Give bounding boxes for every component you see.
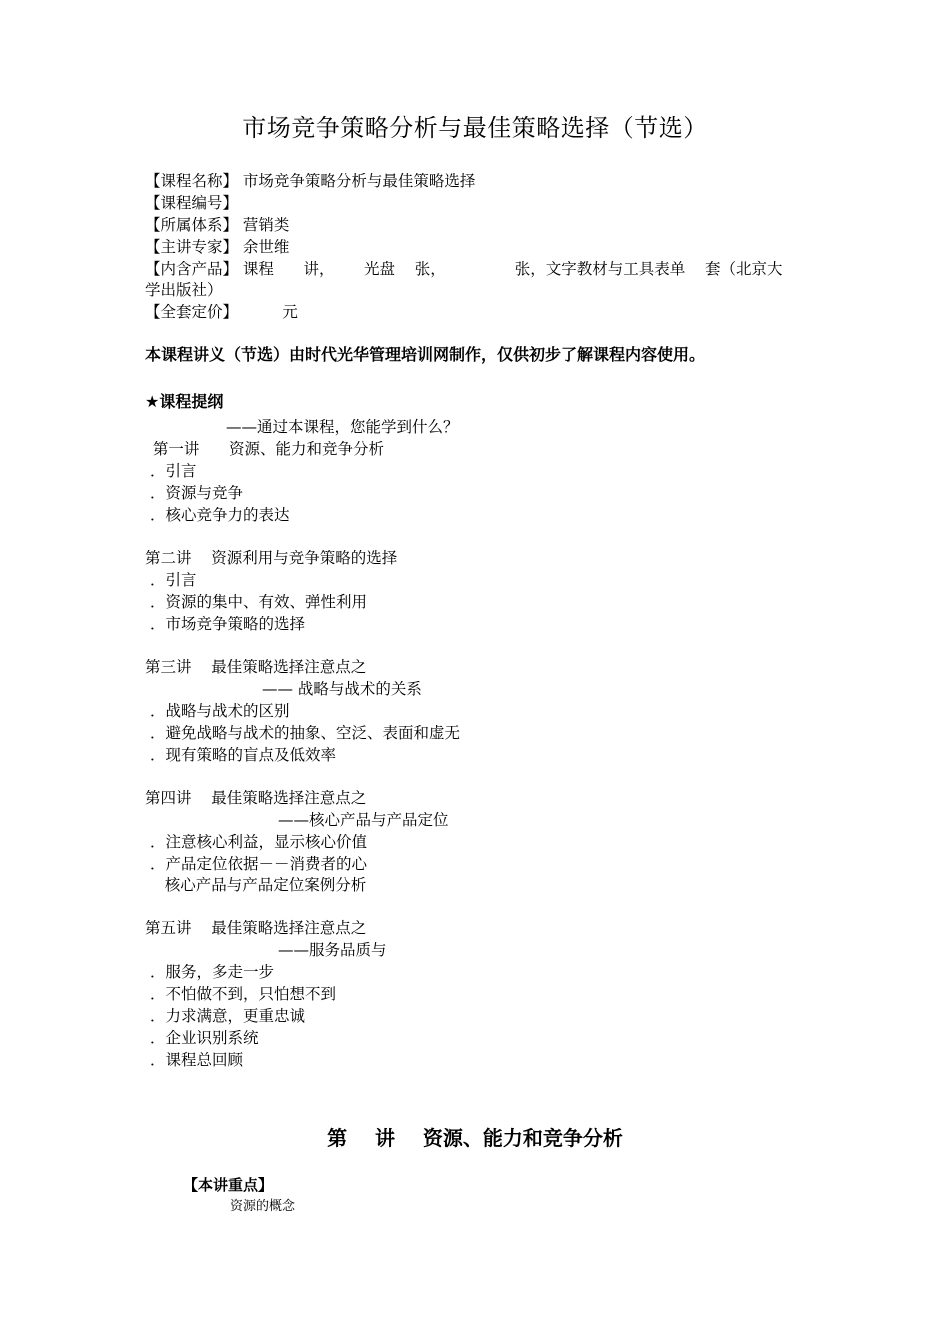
course-products-cont: 学出版社） <box>145 281 223 299</box>
section-heading: 第 讲 资源、能力和竞争分析 <box>327 1126 623 1150</box>
lecture-5-item: ．不怕做不到，只怕想不到 <box>150 985 337 1003</box>
key-points-label: 【本讲重点】 <box>183 1176 274 1194</box>
lecture-1-item: ．引言 <box>150 462 197 480</box>
lecture-1-item: ．核心竞争力的表达 <box>150 506 290 524</box>
lecture-5-title: 第五讲 最佳策略选择注意点之 <box>145 919 367 937</box>
course-name: 【课程名称】 市场竞争策略分析与最佳策略选择 <box>145 172 476 190</box>
lecture-5-subtitle: ——服务品质与 <box>278 941 387 959</box>
lecture-2-title: 第二讲 资源利用与竞争策略的选择 <box>145 549 398 567</box>
lecture-5-item: ．课程总回顾 <box>150 1051 244 1069</box>
lecture-3-item: ．战略与战术的区别 <box>150 702 290 720</box>
notice-text: 本课程讲义（节选）由时代光华管理培训网制作，仅供初步了解课程内容使用。 <box>145 345 706 364</box>
course-price: 【全套定价】 元 <box>145 303 298 321</box>
course-expert: 【主讲专家】 余世维 <box>145 238 290 256</box>
lecture-5-item: ．企业识别系统 <box>150 1029 259 1047</box>
lecture-2-item: ．资源的集中、有效、弹性利用 <box>150 593 368 611</box>
course-system: 【所属体系】 营销类 <box>145 216 290 234</box>
lecture-1-item: ．资源与竞争 <box>150 484 244 502</box>
document-title: 市场竞争策略分析与最佳策略选择（节选） <box>242 114 708 142</box>
outline-heading: ★课程提纲 <box>145 392 224 411</box>
outline-subheading: ——通过本课程，您能学到什么？ <box>226 418 459 436</box>
lecture-3-item: ．现有策略的盲点及低效率 <box>150 746 337 764</box>
course-code: 【课程编号】 <box>145 194 239 212</box>
lecture-4-subtitle: ——核心产品与产品定位 <box>278 811 449 829</box>
lecture-2-item: ．引言 <box>150 571 197 589</box>
lecture-4-item: ．注意核心利益，显示核心价值 <box>150 833 368 851</box>
course-products: 【内含产品】 课程 讲， 光盘 张， 张，文字教材与工具表单 套（北京大 <box>145 260 783 278</box>
lecture-3-item: ．避免战略与战术的抽象、空泛、表面和虚无 <box>150 724 461 742</box>
lecture-4-item: 核心产品与产品定位案例分析 <box>150 876 367 894</box>
lecture-5-item: ．服务，多走一步 <box>150 963 275 981</box>
lecture-3-title: 第三讲 最佳策略选择注意点之 <box>145 658 367 676</box>
lecture-4-item: ．产品定位依据－－消费者的心 <box>150 855 368 873</box>
key-point-item: 资源的概念 <box>230 1199 296 1214</box>
lecture-2-item: ．市场竞争策略的选择 <box>150 615 306 633</box>
lecture-5-item: ．力求满意，更重忠诚 <box>150 1007 306 1025</box>
lecture-1-title: 第一讲 资源、能力和竞争分析 <box>148 440 384 458</box>
lecture-3-subtitle: —— 战略与战术的关系 <box>262 680 422 698</box>
lecture-4-title: 第四讲 最佳策略选择注意点之 <box>145 789 367 807</box>
